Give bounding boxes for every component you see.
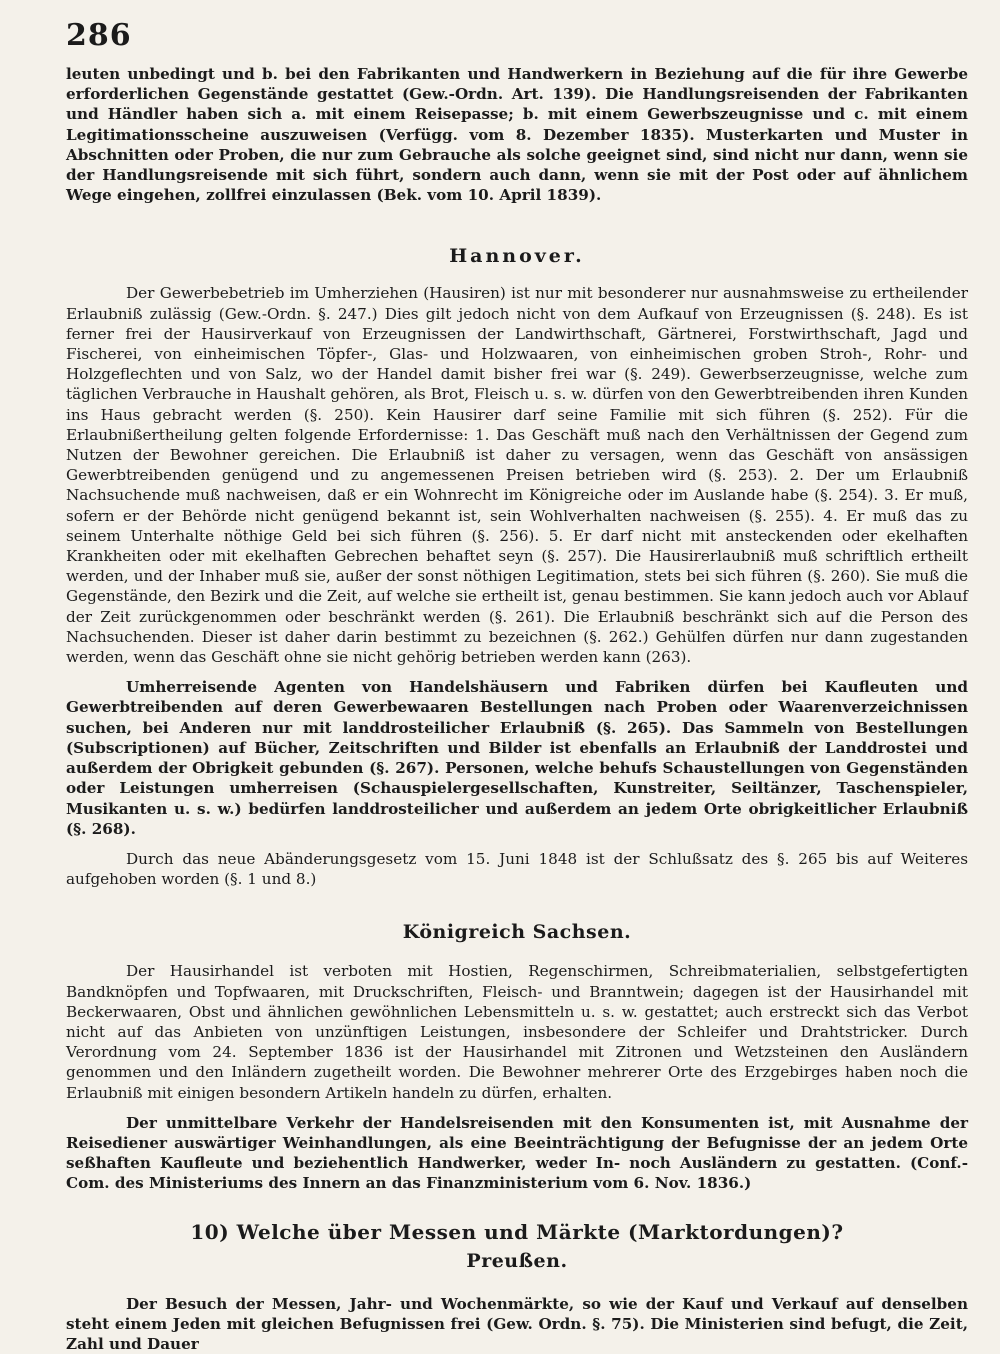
page-body	[66, 64, 968, 1354]
paragraph-sachsen-travellers: Der unmittelbare Verkehr der Handelsreisenden mit den Konsumenten ist, mit Ausnahme der Reisediener auswärtiger Weinhandlungen, als eine Beeinträchtigung der Befugnisse der an jedem Orte seßhaften Kaufleute und beziehentlich Handwerker, weder In- noch Ausländern zu gestatten. (Conf.-Com. des Ministeriums des Innern an das Finanzministerium vom 6. Nov. 1836.)	[66, 1113, 968, 1193]
paragraph-hannover-peddling: Der Gewerbebetrieb im Umherziehen (Hausiren) ist nur mit besonderer nur ausnahmsweise zu ertheilender Erlaubniß zulässig (Gew.-Ordn. §. 247.) Dies gilt jedoch nicht von dem Aufkauf von Erzeugnissen (§. 248). Es ist ferner frei der Hausirverkauf von Erzeugnissen der Landwirthschaft, Gärtnerei, Forstwirthschaft, Jagd und Fischerei, von einheimischen Töpfer-, Glas- und Holzwaaren, von einheimischen groben Stroh-, Rohr- und Holzgeflechten und von Salz, wo der Handel damit bisher frei war (§. 249). Gewerbserzeugnisse, welche zum täglichen Verbrauche in Haushalt gehören, als Brot, Fleisch u. s. w. dürfen von den Gewerbtreibenden ihren Kunden ins Haus gebracht werden (§. 250). Kein Hausirer darf seine Familie mit sich führen (§. 252). Für die Erlaubnißertheilung gelten folgende Erfordernisse: 1. Das Geschäft muß nach den Verhältnissen der Gegend zum Nutzen der Bewohner gereichen. Die Erlaubniß ist daher zu versagen, wenn das Geschäft von ansässigen Gewerbtreibenden genügend und zu angemessenen Preisen betrieben wird (§. 253). 2. Der um Erlaubniß Nachsuchende muß nachweisen, daß er ein Wohnrecht im Königreiche oder im Auslande habe (§. 254). 3. Er muß, sofern er der Behörde nicht genügend bekannt ist, sein Wohlverhalten nachweisen (§. 255). 4. Er muß das zu seinem Unterhalte nöthige Geld bei sich führen (§. 256). 5. Er darf nicht mit ansteckenden oder ekelhaften Krankheiten oder mit ekelhaften Gebrechen behaftet seyn (§. 257). Die Hausirerlaubniß muß schriftlich ertheilt werden, und der Inhaber muß sie, außer der sonst nöthigen Legitimation, stets bei sich führen (§. 260). Sie muß die Gegenstände, den Bezirk und die Zeit, auf welche sie ertheilt ist, genau bestimmen. Sie kann jedoch auch vor Ablauf der Zeit zurückgenommen oder beschränkt werden (§. 261). Die Erlaubniß beschränkt sich auf die Person des Nachsuchenden. Dieser ist daher darin bestimmt zu bezeichnen (§. 262.) Gehülfen dürfen nur dann zugestanden werden, wenn das Geschäft ohne sie nicht gehörig betrieben werden kann (263).	[66, 284, 968, 667]
page-number: 286	[66, 18, 132, 53]
question-heading-fairs-markets: 10) Welche über Messen und Märkte (Marktordungen)?	[190, 1219, 844, 1244]
section-heading-sachsen: Königreich Sachsen.	[402, 921, 632, 944]
paragraph-hannover-amendment: Durch das neue Abänderungsgesetz vom 15. Juni 1848 ist der Schlußsatz des §. 265 bis auf Weiteres aufgehoben worden (§. 1 und 8.)	[66, 849, 968, 889]
paragraph-sachsen-peddling: Der Hausirhandel ist verboten mit Hostien, Regenschirmen, Schreibmaterialien, selbstgefertigten Bandknöpfen und Topfwaaren, mit Druckschriften, Fleisch- und Branntwein; dagegen ist der Hausirhandel mit Beckerwaaren, Obst und ähnlichen gewöhnlichen Lebensmitteln u. s. w. gestattet; auch erstreckt sich das Verbot nicht auf das Anbieten von unzünftigen Leistungen, insbesondere der Schleifer und Drahtstricker. Durch Verordnung vom 24. September 1836 ist der Hausirhandel mit Zitronen und Wetzsteinen den Ausländern genommen und den Inländern zugetheilt worden. Die Bewohner mehrerer Orte des Erzgebirges haben noch die Erlaubniß mit einigen besondern Artikeln handeln zu dürfen, erhalten.	[66, 962, 968, 1102]
paragraph-commercial-travellers: leuten unbedingt und b. bei den Fabrikanten und Handwerkern in Beziehung auf die für ihre Gewerbe erforderlichen Gegenstände gestattet (Gew.-Ordn. Art. 139). Die Handlungsreisenden der Fabrikanten und Händler haben sich a. mit einem Reisepasse; b. mit einem Gewerbszeugnisse und c. mit einem Legitimationsscheine auszuweisen (Verfügg. vom 8. Dezember 1835). Musterkarten und Muster in Abschnitten oder Proben, die nur zum Gebrauche als solche geeignet sind, sind nicht nur dann, wenn sie der Handlungsreisende mit sich führt, sondern auch dann, wenn sie mit der Post oder auf ähnlichem Wege eingehen, zollfrei einzulassen (Bek. vom 10. April 1839).	[66, 65, 968, 205]
section-heading-hannover: Hannover.	[449, 245, 585, 268]
paragraph-preussen-markets: Der Besuch der Messen, Jahr- und Wochenmärkte, so wie der Kauf und Verkauf auf denselben steht einem Jeden mit gleichen Befugnissen frei (Gew. Ordn. §. 75). Die Ministerien sind befugt, die Zeit, Zahl und Dauer	[66, 1294, 968, 1353]
section-heading-preussen: Preußen.	[466, 1249, 568, 1272]
paragraph-hannover-agents: Umherreisende Agenten von Handelshäusern und Fabriken dürfen bei Kaufleuten und Gewerbtreibenden auf deren Gewerbewaaren Bestellungen nach Proben oder Waarenverzeichnissen suchen, bei Anderen nur mit landdrosteilicher Erlaubniß (§. 265). Das Sammeln von Bestellungen (Subscriptionen) auf Bücher, Zeitschriften und Bilder ist ebenfalls an Erlaubniß der Landdrostei und außerdem der Obrigkeit gebunden (§. 267). Personen, welche behufs Schaustellungen von Gegenständen oder Leistungen umherreisen (Schauspielergesellschaften, Kunstreiter, Seiltänzer, Taschenspieler, Musikanten u. s. w.) bedürfen landdrosteilicher und außerdem an jedem Orte obrigkeitlicher Erlaubniß (§. 268).	[66, 678, 968, 838]
